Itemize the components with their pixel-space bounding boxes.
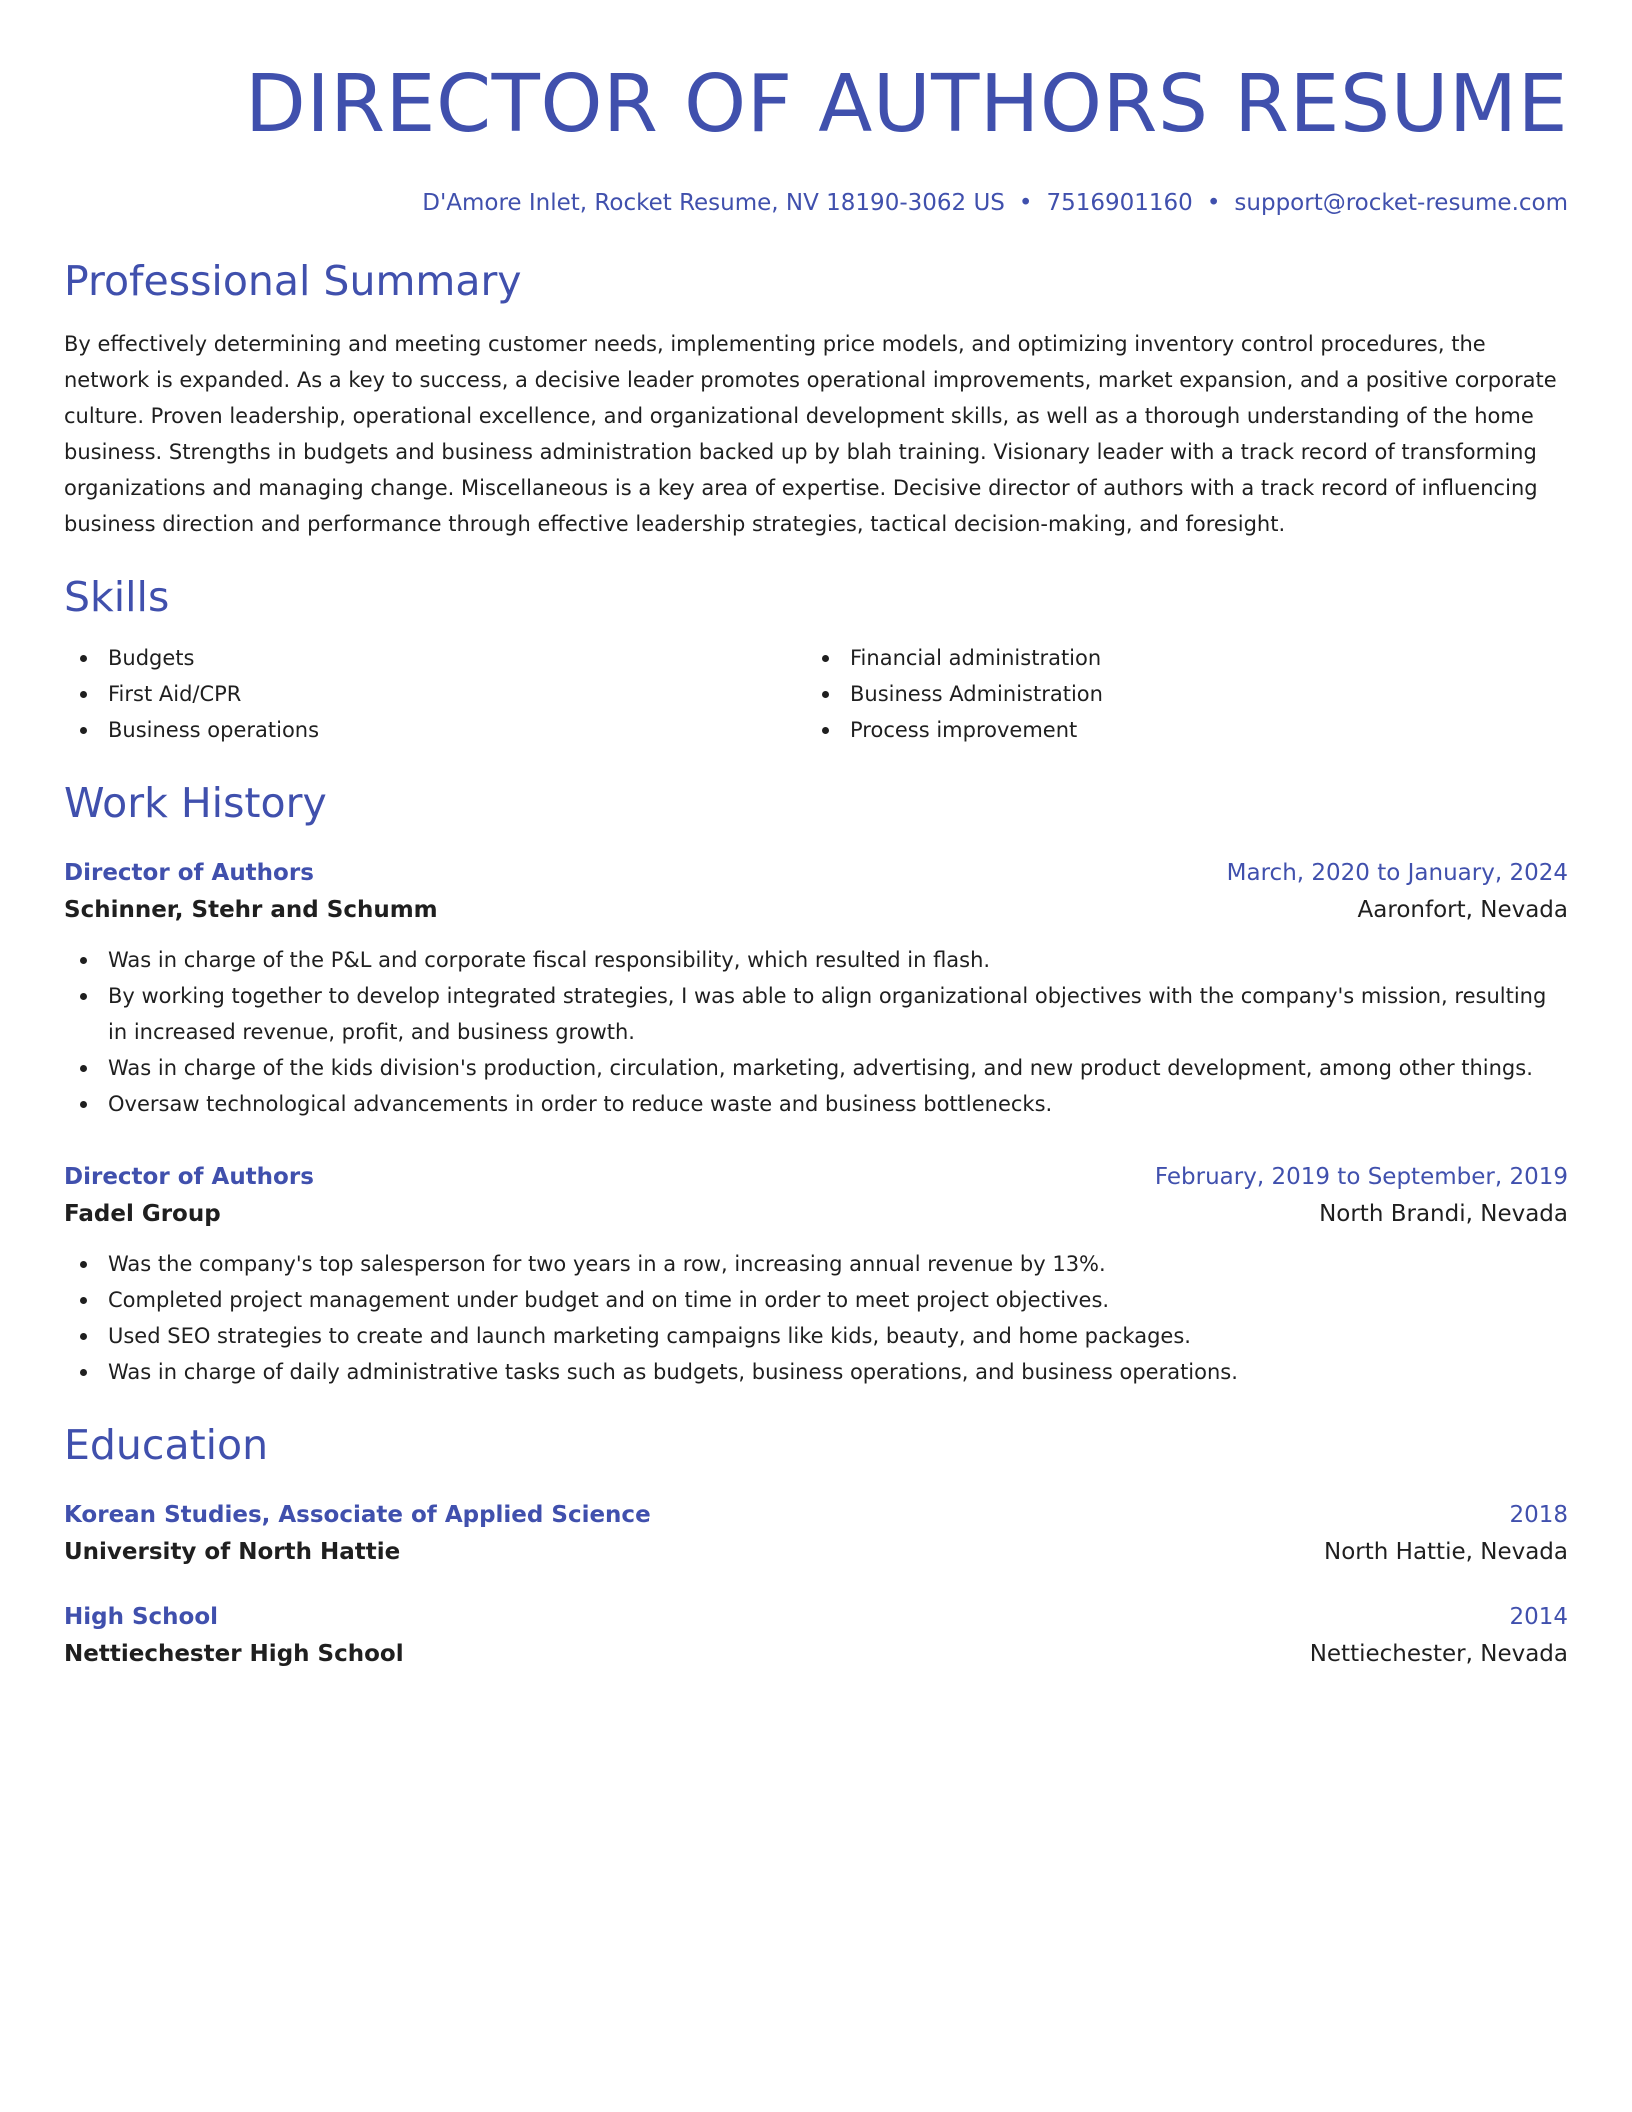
skills-column-right	[806, 640, 1548, 748]
work-history-heading: Work History	[64, 779, 327, 827]
education-location: North Hattie, Nevada	[1324, 1539, 1568, 1565]
contact-line	[64, 188, 1568, 218]
job-company-row	[64, 1194, 1568, 1234]
resume-header	[64, 56, 1568, 218]
job-bullet: Was in charge of daily administrative tasks such as budgets, business operations, and business operations.	[64, 1354, 1568, 1390]
education-heading: Education	[64, 1421, 269, 1469]
job-bullet: By working together to develop integrated strategies, I was able to align organizational objectives with the company's mission, resulting in increased revenue, profit, and business growth.	[64, 978, 1568, 1050]
contact-email: support@rocket-resume.com	[1234, 190, 1568, 216]
education-school: Nettiechester High School	[64, 1641, 404, 1667]
skill-item: Business Administration	[806, 676, 1548, 712]
skills-list	[64, 640, 1568, 748]
skill-item: Budgets	[64, 640, 806, 676]
skills-heading: Skills	[64, 573, 170, 621]
job-header-row	[64, 1160, 1568, 1194]
education-year: 2018	[1509, 1502, 1568, 1528]
job-bullet: Oversaw technological advancements in order to reduce waste and business bottlenecks.	[64, 1086, 1568, 1122]
education-degree: High School	[64, 1604, 219, 1630]
job-bullet: Was in charge of the P&L and corporate fiscal responsibility, which resulted in flash.	[64, 942, 1568, 978]
job-bullets	[64, 1246, 1568, 1390]
job-dates: February, 2019 to September, 2019	[1154, 1164, 1568, 1190]
contact-phone: 7516901160	[1046, 190, 1193, 216]
skill-item: Process improvement	[806, 712, 1548, 748]
job-entry	[64, 856, 1568, 1122]
education-entry	[64, 1498, 1568, 1572]
job-bullets	[64, 942, 1568, 1122]
job-bullet: Used SEO strategies to create and launch marketing campaigns like kids, beauty, and home packages.	[64, 1318, 1568, 1354]
job-header-row	[64, 856, 1568, 890]
job-company-row	[64, 890, 1568, 930]
job-role: Director of Authors	[64, 1164, 314, 1190]
job-company: Schinner, Stehr and Schumm	[64, 897, 438, 923]
education-degree: Korean Studies, Associate of Applied Science	[64, 1502, 651, 1528]
education-entry	[64, 1600, 1568, 1674]
education-location: Nettiechester, Nevada	[1309, 1641, 1568, 1667]
job-bullet: Was the company's top salesperson for two years in a row, increasing annual revenue by 13%.	[64, 1246, 1568, 1282]
education-header-row	[64, 1498, 1568, 1532]
education-school: University of North Hattie	[64, 1539, 401, 1565]
contact-separator: •	[1018, 190, 1033, 216]
job-entry	[64, 1160, 1568, 1390]
education-year: 2014	[1509, 1604, 1568, 1630]
skills-column-left	[64, 640, 806, 748]
summary-text: By effectively determining and meeting customer needs, implementing price models, and optimizing inventory control procedures, the network is expanded. As a key to success, a decisive leader promotes operational improvements, market expansion, and a positive corporate culture. Proven leadership, operational excellence, and organizational development skills, as well as a thorough understanding of the home business. Strengths in budgets and business administration backed up by blah training. Visionary leader with a track record of transforming organizations and managing change. Miscellaneous is a key area of expertise. Decisive director of authors with a track record of influencing business direction and performance through effective leadership strategies, tactical decision-making, and foresight.	[64, 332, 1557, 536]
summary-heading: Professional Summary	[64, 257, 522, 305]
skill-item: Business operations	[64, 712, 806, 748]
education-school-row	[64, 1532, 1568, 1572]
job-location: Aaronfort, Nevada	[1357, 897, 1568, 923]
contact-address: D'Amore Inlet, Rocket Resume, NV 18190-3062 US	[422, 190, 1005, 216]
skill-item: First Aid/CPR	[64, 676, 806, 712]
job-bullet: Completed project management under budget and on time in order to meet project objectives.	[64, 1282, 1568, 1318]
contact-separator: •	[1206, 190, 1221, 216]
job-role: Director of Authors	[64, 860, 314, 886]
job-company: Fadel Group	[64, 1201, 221, 1227]
job-location: North Brandi, Nevada	[1319, 1201, 1568, 1227]
education-header-row	[64, 1600, 1568, 1634]
resume-title: DIRECTOR OF AUTHORS RESUME	[245, 58, 1568, 150]
job-dates: March, 2020 to January, 2024	[1226, 860, 1568, 886]
job-bullet: Was in charge of the kids division's production, circulation, marketing, advertising, and new product development, among other things.	[64, 1050, 1568, 1086]
skill-item: Financial administration	[806, 640, 1548, 676]
education-school-row	[64, 1634, 1568, 1674]
